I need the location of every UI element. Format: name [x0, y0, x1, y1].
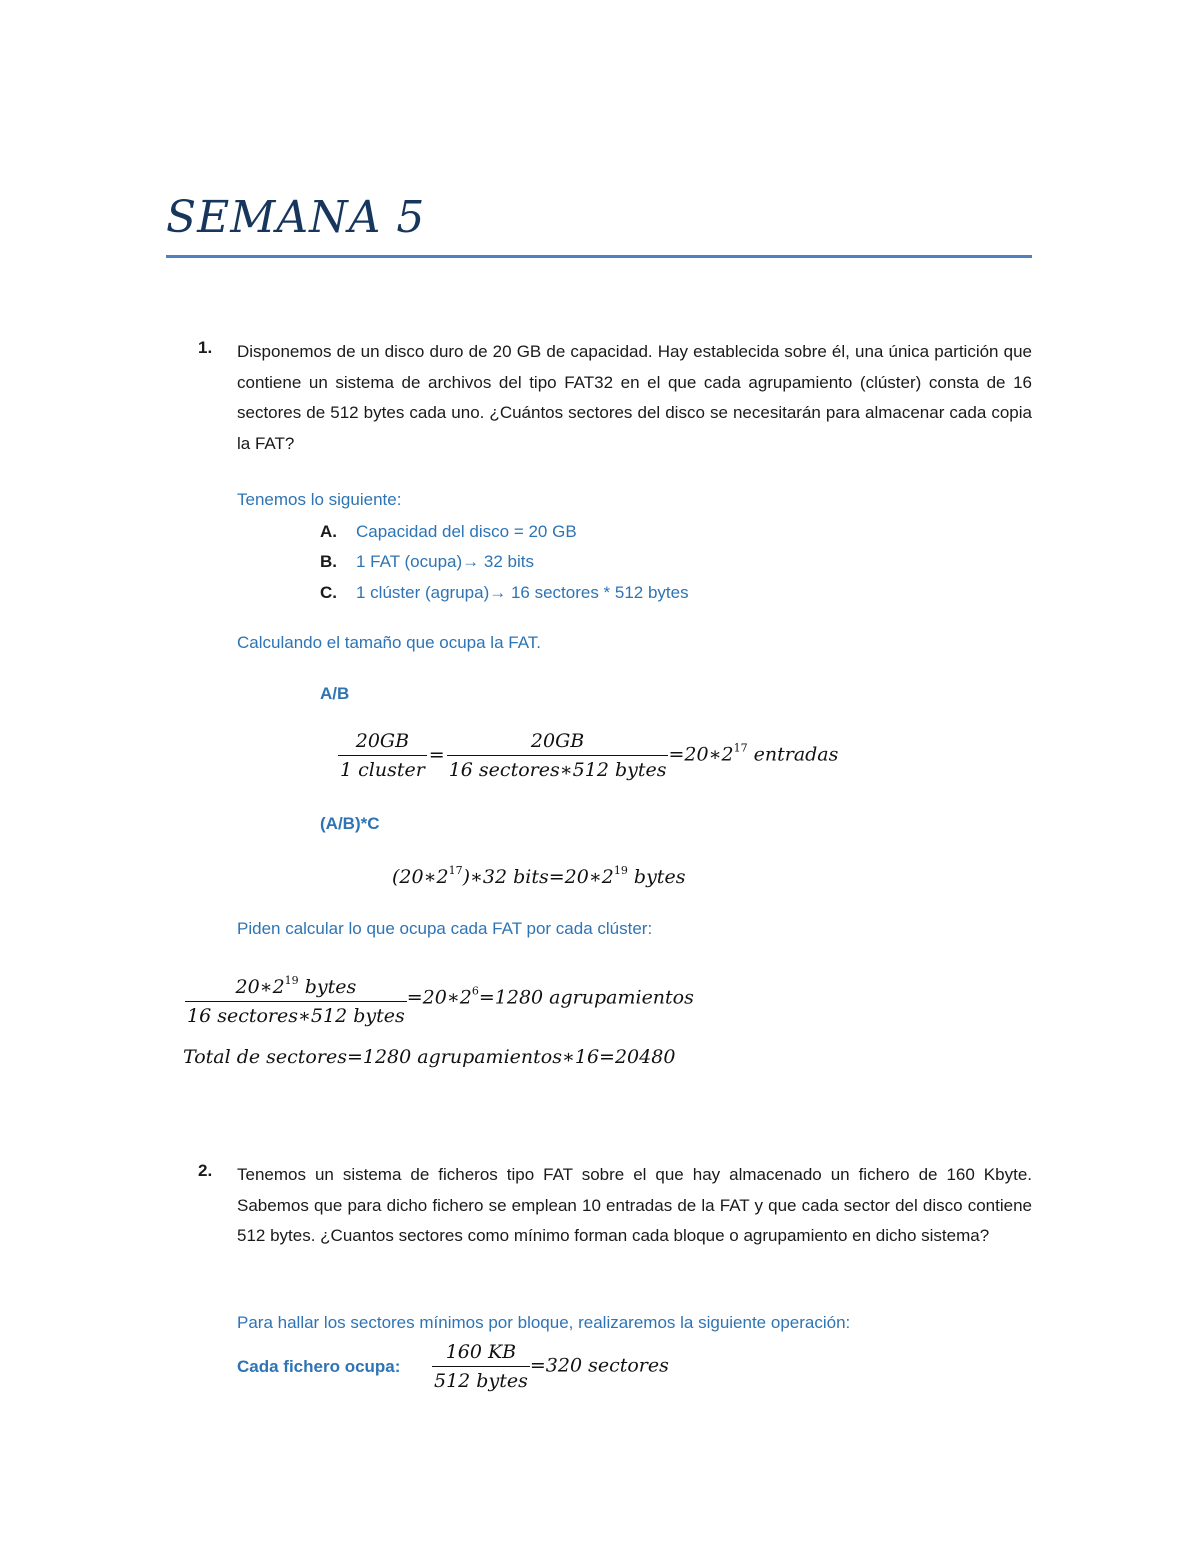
title-divider	[166, 255, 1032, 258]
step-2-label: (A/B)*C	[320, 814, 380, 833]
given-list: A. Capacidad del disco = 20 GB B. 1 FAT (ocupa)→ 32 bits C. 1 clúster (agrupa)→ 16 sectores * 512 bytes	[320, 522, 689, 602]
fraction-2: $\frac{20GB}{\text{16 sectores∗512 bytes}}$	[448, 730, 667, 781]
per-cluster-heading: Piden calcular lo que ocupa cada FAT por cada clúster:	[237, 919, 653, 938]
fraction-5: $\frac{160 KB}{\text{512 bytes}}$	[434, 1341, 528, 1392]
question-1-number: 1.	[198, 338, 213, 357]
step-1-label: A/B	[320, 684, 350, 703]
page-title: SEMANA 5	[166, 192, 426, 243]
fraction-1: $\frac{20GB}{\text{1 cluster}}$	[340, 730, 425, 781]
file-label: Cada fichero ocupa:	[237, 1357, 401, 1376]
equation-5: $\frac{160 KB}{\text{512 bytes}}$ =320 sectores	[434, 1341, 669, 1392]
equation-2: $(20∗2^{17})∗32$ $bits=20∗2^{19}$ bytes	[392, 864, 686, 888]
question-1-text: Disponemos de un disco duro de 20 GB de capacidad. Hay establecida sobre él, una única partición que contiene un sistema de archivos del tipo FAT32 en el que cada agrupamiento (clúster) consta de 16 sectores de 512 bytes cada uno. ¿Cuántos sectores del disco se necesitarán para almacenar cada copia la FAT?	[237, 342, 1032, 453]
equation-4: Total de sectores=1280 agrupamientos∗16=20480	[183, 1046, 676, 1068]
question-2-text: Tenemos un sistema de ficheros tipo FAT sobre el que hay almacenado un fichero de 160 Kbyte. Sabemos que para dicho fichero se emplean 10 entradas de la FAT y que cada sector del disco contiene 512 bytes. ¿Cuantos sectores como mínimo forman cada bloque o agrupamiento en dicho sistema?	[237, 1165, 1032, 1245]
equation-3: $\frac{20∗2^{19} bytes}{\text{16 sectores∗512 bytes}}$ $=20∗2^6=1280$ agrupamientos	[185, 968, 694, 1029]
question-2-number: 2.	[198, 1161, 213, 1180]
equation-1: $\frac{20GB}{\text{1 cluster}}$ = $\frac{20GB}{\text{16 sectores∗512 bytes}}$ $=20∗2^{17}$ entradas	[340, 730, 839, 781]
calc-heading: Calculando el tamaño que ocupa la FAT.	[237, 633, 541, 652]
answer-1-intro: Tenemos lo siguiente:	[237, 490, 402, 509]
fraction-3: $\frac{20∗2^{19} bytes}{\text{16 sectores∗512 bytes}}$	[185, 968, 407, 1029]
method-heading: Para hallar los sectores mínimos por bloque, realizaremos la siguiente operación:	[237, 1313, 851, 1332]
